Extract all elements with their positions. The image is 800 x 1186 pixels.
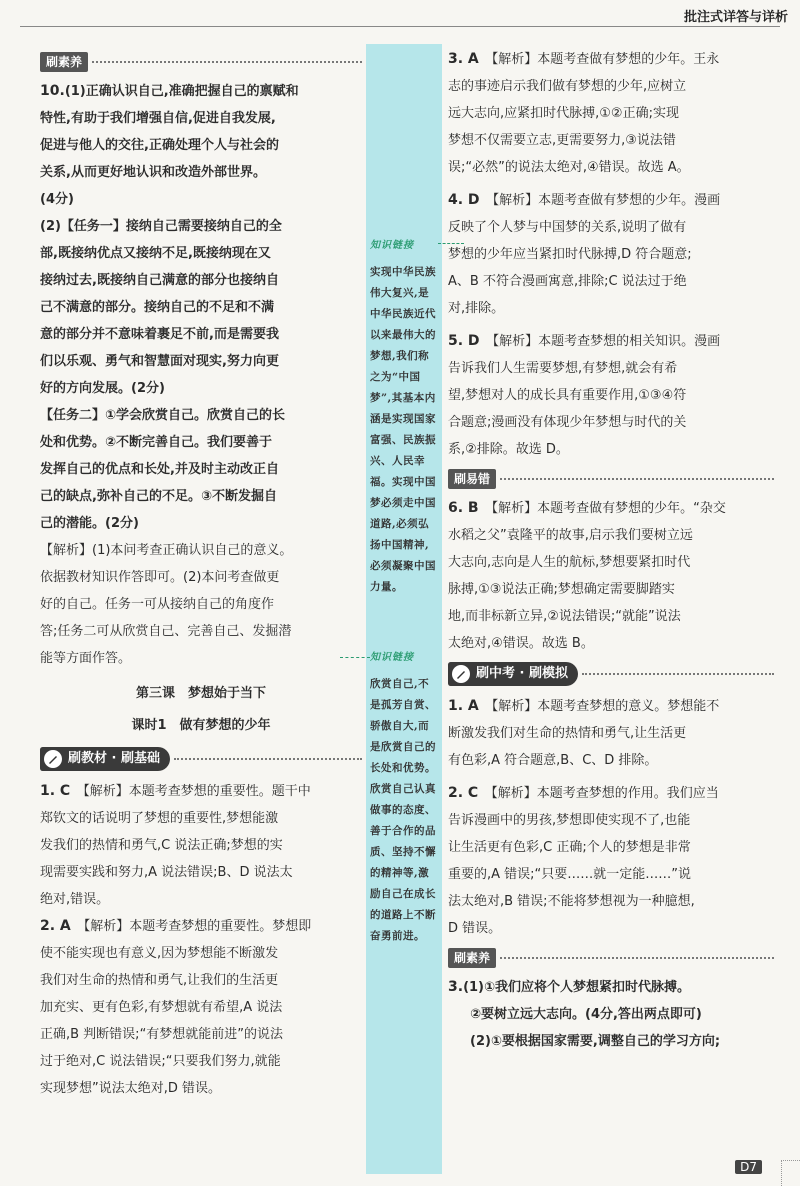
section-title: 课时1 做有梦想的少年: [131, 718, 271, 733]
q10-line: 己不满意的部分。接纳自己的不足和不满: [40, 300, 275, 315]
brush-icon: [44, 750, 62, 768]
question-1: 1. C 【解析】本题考查梦想的重要性。题干中 郑钦文的话说明了梦想的重要性,梦想能激 发我们的热情和勇气,C 说法正确;梦想的实 现需要实践和努力,A 说法错误;B、D 说法太 绝对,错误。: [40, 783, 311, 907]
q10-analysis-line: 【解析】(1)本问考查正确认识自己的意义。: [40, 543, 293, 558]
knowledge-link-label: 知识链接: [370, 652, 414, 663]
q10-analysis-line: 好的自己。任务一可从接纳自己的角度作: [40, 597, 275, 612]
question-2: 2. A 【解析】本题考查梦想的重要性。梦想即 使不能实现也有意义,因为梦想能不断激发 我们对生命的热情和勇气,让我们的生活更 加充实、更有色彩,有梦想就有希望,A 说法 正确,B 判断错误;“有梦想就能前进”的说法 过于绝对,C 说法错误;“只要我们努力,就能 实现梦想”说法太绝对,D 错误。: [40, 918, 312, 1096]
q10-line: 们以乐观、勇气和智慧面对现实,努力向更: [40, 354, 279, 369]
page-corner: [781, 1160, 800, 1186]
mock-question-1: 1. A 【解析】本题考查梦想的意义。梦想能不 断激发我们对生命的热情和勇气,让生活更 有色彩,A 符合题意,B、C、D 排除。: [448, 698, 720, 768]
mock-question-3: 3.(1)①我们应将个人梦想紧扣时代脉搏。 ②要树立远大志向。(4分,答出两点即可) (2)①要根据国家需要,调整自己的学习方向;: [448, 979, 721, 1049]
header-divider: [20, 26, 780, 27]
q10-line: 己的潜能。(2分): [40, 516, 139, 531]
question-6: 6. B 【解析】本题考查做有梦想的少年。“杂交 水稻之父”袁隆平的故事,启示我们要树立远 大志向,志向是人生的航标,梦想要紧扣时代 脉搏,①③说法正确;梦想确定需要脚踏实 地,而非标新立异,②说法错误;“就能”说法 太绝对,④错误。故选 B。: [448, 500, 726, 651]
brush-icon: [452, 665, 470, 683]
q10-line: 【任务二】①学会欣赏自己。欣赏自己的长: [40, 408, 286, 423]
tag-shua-suyang: [40, 48, 362, 76]
q10-line: 部,既接纳优点又接纳不足,既接纳现在又: [40, 246, 271, 261]
q10-line: 意的部分并不意味着裹足不前,而是需要我: [40, 327, 279, 342]
right-column: [448, 46, 774, 1055]
question-10: [40, 78, 362, 672]
q10-analysis-line: 依据教材知识作答即可。(2)本问考查做更: [40, 570, 280, 585]
tag-shua-suyang-2: 刷素养: [448, 944, 774, 972]
q10-line: 处和优势。②不断完善自己。我们要善于: [40, 435, 273, 450]
knowledge-sidebar: [366, 44, 442, 1174]
q10-analysis-line: 能等方面作答。: [40, 651, 132, 666]
q10-line: 促进与他人的交往,正确处理个人与社会的: [40, 138, 279, 153]
question-4: 4. D 【解析】本题考查做有梦想的少年。漫画 反映了个人梦与中国梦的关系,说明了做有 梦想的少年应当紧扣时代脉搏,D 符合题意; A、B 不符合漫画寓意,排除;C 说法过于绝 对,排除。: [448, 192, 721, 316]
tag-shua-yicuo: 刷易错: [448, 465, 774, 493]
q10-line: 发挥自己的优点和长处,并及时主动改正自: [40, 462, 279, 477]
q10-line: (4分): [40, 192, 74, 207]
mock-question-2: 2. C 【解析】本题考查梦想的作用。我们应当 告诉漫画中的男孩,梦想即使实现不了,也能 让生活更有色彩,C 正确;个人的梦想是非常 重要的,A 错误;“只要……就一定能……”说 法太绝对,B 错误;不能将梦想视为一种臆想, D 错误。: [448, 785, 719, 936]
q10-line: 接纳过去,既接纳自己满意的部分也接纳自: [40, 273, 279, 288]
page-number: D7: [735, 1160, 762, 1174]
q10-line: 己的缺点,弥补自己的不足。③不断发掘自: [40, 489, 277, 504]
q10-line: 好的方向发展。(2分): [40, 381, 165, 396]
knowledge-note-1: 实现中华民族伟大复兴,是中华民族近代以来最伟大的梦想,我们称之为“中国梦”,其基本内涵是实现国家富强、民族振兴、人民幸福。实现中国梦必须走中国道路,必须弘扬中国精神,必须凝聚中国力量。: [370, 266, 436, 593]
header-title: 批注式详答与详析: [683, 10, 788, 25]
q10-line: (2)【任务一】接纳自己需要接纳自己的全: [40, 219, 282, 234]
knowledge-link-label: 知识链接: [370, 240, 414, 251]
q10-line: 特性,有助于我们增强自信,促进自我发展,: [40, 111, 276, 126]
left-column: [40, 46, 362, 1102]
tag-shua-zhongkao: 刷中考 · 刷模拟: [448, 659, 774, 689]
lesson-title: 第三课 梦想始于当下: [135, 686, 266, 701]
tag-label: 刷素养: [40, 52, 88, 72]
q10-line: 10.(1)正确认识自己,准确把握自己的禀赋和: [40, 83, 299, 99]
q10-analysis-line: 答;任务二可从欣赏自己、完善自己、发掘潜: [40, 624, 292, 639]
tag-shua-jiaocai: 刷教材 · 刷基础: [40, 744, 362, 774]
q10-line: 关系,从而更好地认识和改造外部世界。: [40, 165, 266, 180]
knowledge-note-2: 欣赏自己,不是孤芳自赏、骄傲自大,而是欣赏自己的长处和优势。欣赏自己认真做事的态度、善于合作的品质、坚持不懈的精神等,激励自己在成长的道路上不断奋勇前进。: [370, 678, 436, 942]
question-3: 3. A 【解析】本题考查做有梦想的少年。王永 志的事迹启示我们做有梦想的少年,应树立 远大志向,应紧扣时代脉搏,①②正确;实现 梦想不仅需要立志,更需要努力,③说法错 误;“必然”的说法太绝对,④错误。故选 A。: [448, 51, 720, 175]
question-5: 5. D 【解析】本题考查梦想的相关知识。漫画 告诉我们人生需要梦想,有梦想,就会有希 望,梦想对人的成长具有重要作用,①③④符 合题意;漫画没有体现少年梦想与时代的关 系,②排除。故选 D。: [448, 333, 721, 457]
link-dash: [340, 657, 370, 658]
